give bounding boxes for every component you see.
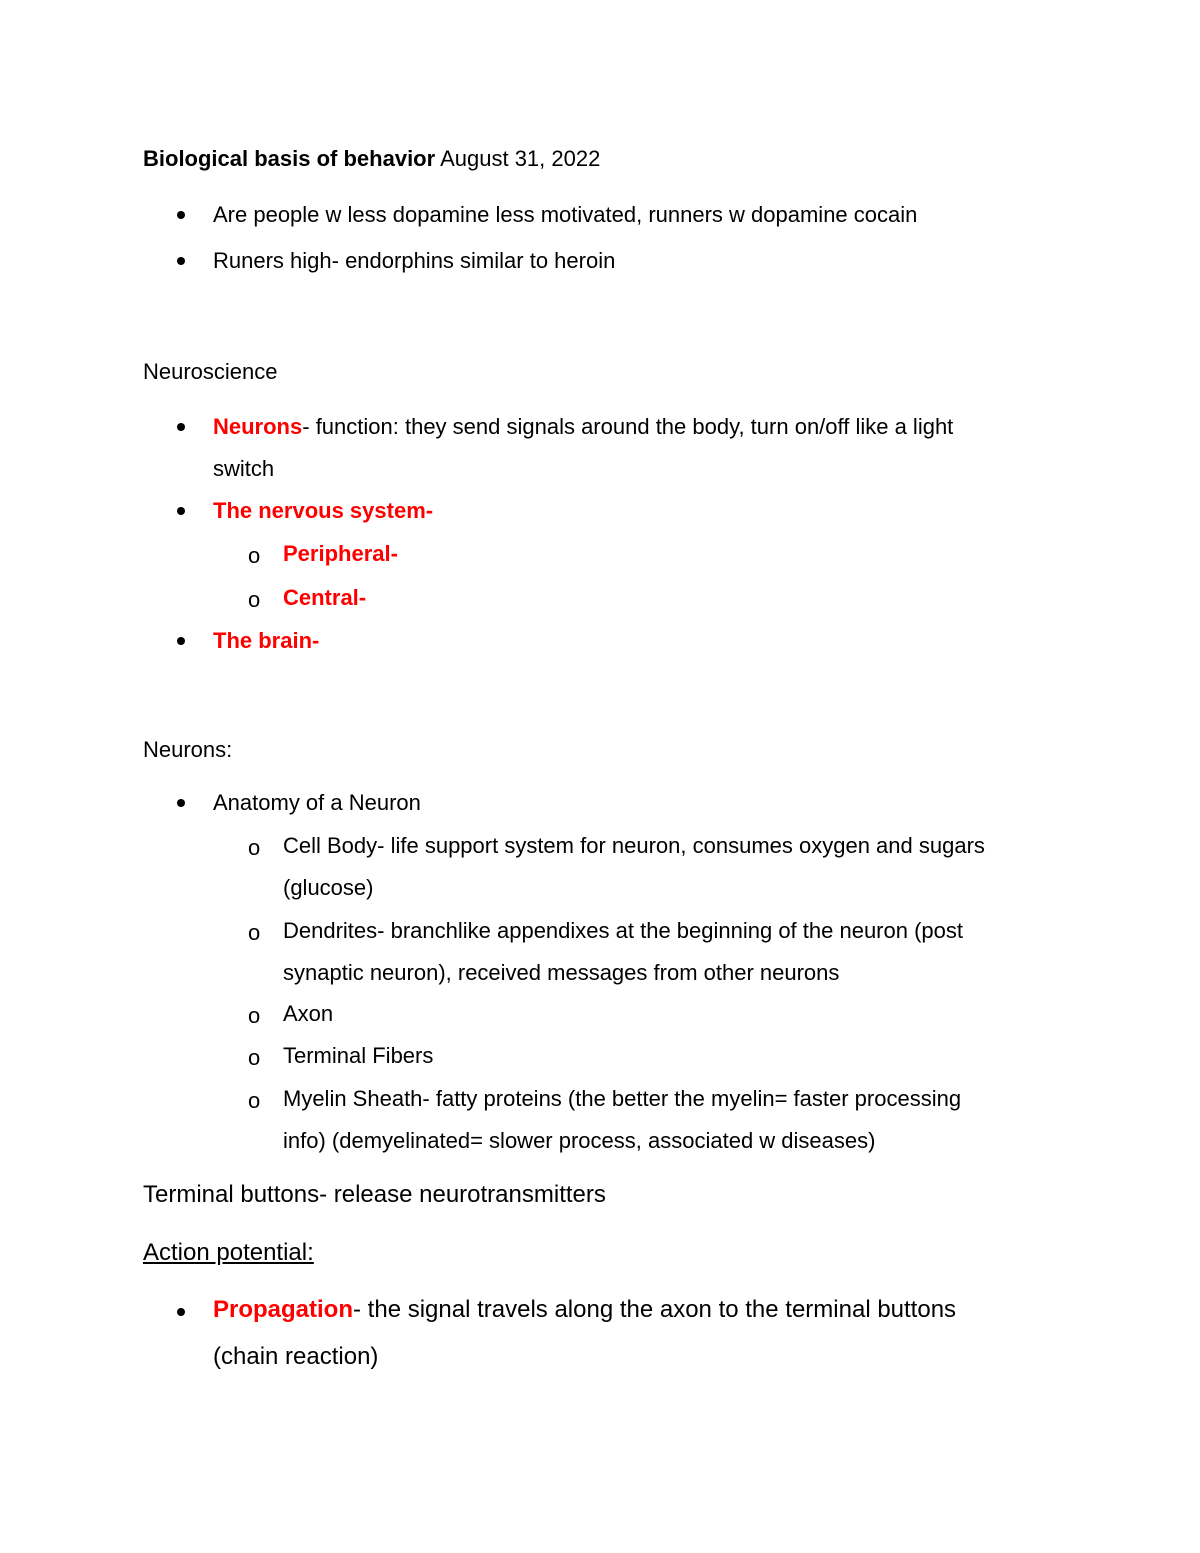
circle-bullet-icon: o bbox=[248, 587, 261, 612]
term-propagation: Propagation bbox=[213, 1296, 354, 1323]
bullet-icon bbox=[177, 211, 185, 219]
sub-list-item: Axon bbox=[283, 1001, 334, 1026]
circle-bullet-icon: o bbox=[248, 1088, 261, 1113]
circle-bullet-icon: o bbox=[248, 835, 261, 860]
circle-bullet-icon: o bbox=[248, 1045, 261, 1070]
circle-bullet-icon: o bbox=[248, 543, 261, 568]
term-neurons: Neurons bbox=[213, 414, 303, 439]
sub-list-item-continuation: info) (demyelinated= slower process, associated w diseases) bbox=[283, 1128, 876, 1153]
bullet-icon bbox=[177, 799, 185, 807]
bullet-icon bbox=[177, 1308, 185, 1316]
sub-list-item: Terminal Fibers bbox=[283, 1043, 434, 1068]
title-date: August 31, 2022 bbox=[435, 146, 601, 171]
title-bold: Biological basis of behavior bbox=[143, 146, 436, 171]
list-item-continuation: (chain reaction) bbox=[213, 1343, 379, 1370]
document-title bbox=[143, 146, 600, 172]
circle-bullet-icon: o bbox=[248, 920, 261, 945]
bullet-icon bbox=[177, 257, 185, 265]
term-central: Central- bbox=[283, 585, 367, 610]
term-peripheral: Peripheral- bbox=[283, 541, 398, 566]
bullet-icon bbox=[177, 637, 185, 645]
circle-bullet-icon: o bbox=[248, 1003, 261, 1028]
sub-list-item-continuation: (glucose) bbox=[283, 875, 374, 900]
list-item: Runers high- endorphins similar to heroin bbox=[213, 248, 616, 273]
list-item bbox=[213, 414, 953, 440]
propagation-description: - the signal travels along the axon to the terminal buttons bbox=[353, 1296, 957, 1323]
sub-list-item: Myelin Sheath- fatty proteins (the better the myelin= faster processing bbox=[283, 1086, 962, 1111]
term-nervous-system: The nervous system- bbox=[213, 498, 434, 523]
section-heading-neuroscience: Neuroscience bbox=[143, 359, 278, 384]
sub-list-item-continuation: synaptic neuron), received messages from other neurons bbox=[283, 960, 840, 985]
term-the-brain: The brain- bbox=[213, 628, 320, 653]
section-heading-action-potential: Action potential: bbox=[143, 1239, 314, 1266]
list-item: Anatomy of a Neuron bbox=[213, 790, 421, 815]
list-item: Are people w less dopamine less motivated, runners w dopamine cocain bbox=[213, 202, 918, 227]
bullet-icon bbox=[177, 423, 185, 431]
neurons-description: - function: they send signals around the body, turn on/off like a light bbox=[302, 414, 954, 439]
list-item bbox=[213, 1296, 956, 1324]
sub-list-item: Cell Body- life support system for neuron, consumes oxygen and sugars bbox=[283, 833, 985, 858]
section-heading-neurons: Neurons: bbox=[143, 737, 233, 762]
terminal-buttons-line: Terminal buttons- release neurotransmitters bbox=[143, 1181, 606, 1208]
list-item-continuation: switch bbox=[213, 456, 275, 481]
sub-list-item: Dendrites- branchlike appendixes at the beginning of the neuron (post bbox=[283, 918, 964, 943]
bullet-icon bbox=[177, 507, 185, 515]
